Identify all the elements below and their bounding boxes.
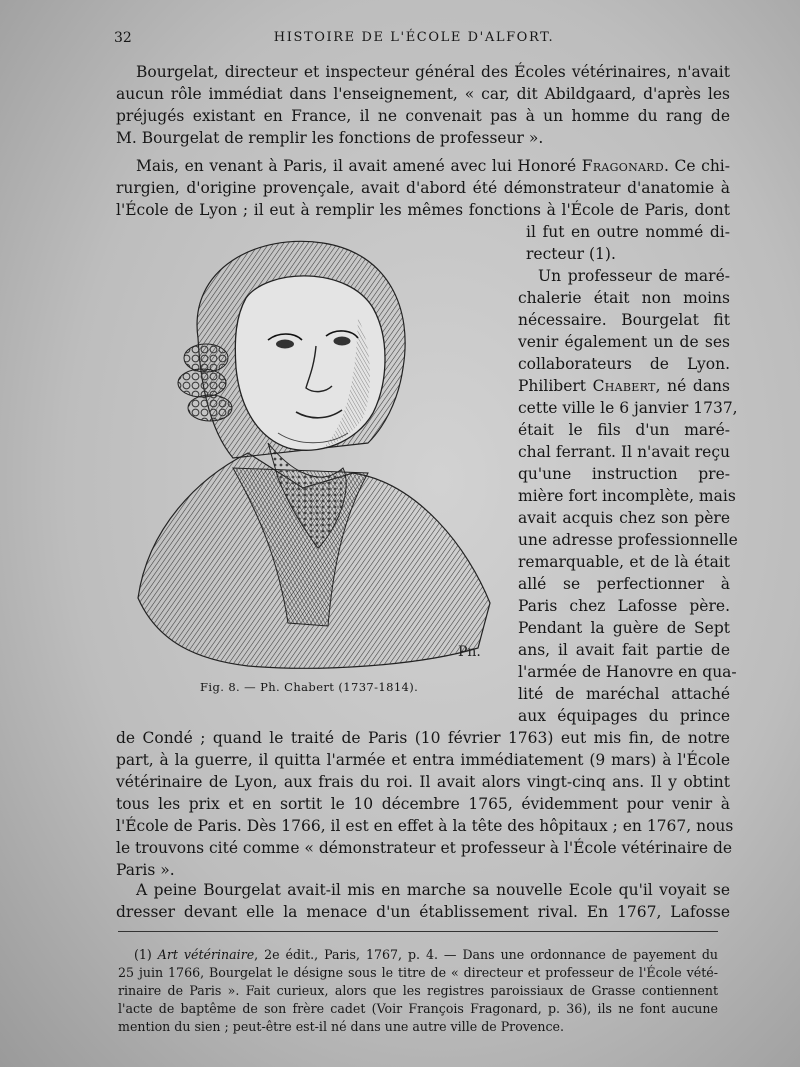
book-title: Art vétérinaire [157, 947, 255, 962]
text-line: allé se perfectionner à [518, 575, 730, 593]
portrait-engraving [128, 228, 498, 676]
text-line: était le fils d'un maré- [518, 421, 730, 439]
text-line: avait acquis chez son père [518, 509, 730, 527]
text-line: ans, il avait fait partie de [518, 641, 730, 659]
text-line: une adresse professionnelle [518, 531, 738, 549]
page-number: 32 [114, 30, 132, 46]
text-line: mière fort incomplète, mais [518, 487, 736, 505]
text-line: il fut en outre nommé di- [526, 223, 730, 241]
footnote-line: l'acte de baptême de son frère cadet (Voir François Fragonard, p. 36), ils ne font aucune [118, 1001, 718, 1016]
text-line: A peine Bourgelat avait-il mis en marche sa nouvelle Ecole qu'il voyait se [136, 881, 730, 899]
text-line [518, 376, 730, 398]
text-line: préjugés existant en France, il ne convenait pas à un homme du rang de [116, 107, 730, 125]
text-line: cette ville le 6 janvier 1737, [518, 399, 738, 417]
page-header [114, 30, 714, 52]
footnote-line: rinaire de Paris ». Fait curieux, alors que les registres paroissiaux de Grasse contiennent [118, 983, 718, 998]
text-line: Pendant la guère de Sept [518, 619, 730, 637]
text-line: recteur (1). [526, 245, 616, 263]
text-line: l'armée de Hanovre en qua- [518, 663, 737, 681]
footnote-separator [118, 931, 718, 932]
text-line: chal ferrant. Il n'avait reçu [518, 443, 730, 461]
text-run: , 2e édit., Paris, 1767, p. 4. — Dans une ordonnance de payement du [254, 947, 719, 962]
text-line: l'École de Paris. Dès 1766, il est en effet à la tête des hôpitaux ; en 1767, nous [116, 817, 734, 835]
footnote-line [134, 946, 718, 964]
text-line: aux équipages du prince [518, 707, 730, 725]
text-run: Mais, en venant à Paris, il avait amené avec lui Honoré [136, 157, 582, 175]
text-line: l'École de Lyon ; il eut à remplir les mêmes fonctions à l'École de Paris, dont [116, 201, 730, 219]
engraver-mark: Pn. [458, 644, 481, 660]
footnote-line: mention du sien ; peut-être est-il né dans une autre ville de Provence. [118, 1019, 564, 1034]
text-line: Paris chez Lafosse père. [518, 597, 730, 615]
text-run: , né dans [655, 377, 730, 395]
text-line: vétérinaire de Lyon, aux frais du roi. Il avait alors vingt-cinq ans. Il y obtint [116, 773, 730, 791]
running-title: HISTOIRE DE L'ÉCOLE D'ALFORT. [273, 30, 555, 45]
text-line: remarquable, et de là était [518, 553, 730, 571]
text-line: M. Bourgelat de remplir les fonctions de professeur ». [116, 129, 544, 147]
text-line [136, 156, 730, 178]
text-line: dresser devant elle la menace d'un établissement rival. En 1767, Lafosse [116, 903, 730, 921]
text-line: lité de maréchal attaché [518, 685, 730, 703]
text-line: chalerie était non moins [518, 289, 730, 307]
text-line: de Condé ; quand le traité de Paris (10 février 1763) eut mis fin, de notre [116, 729, 730, 747]
person-name: Fragonard [581, 157, 664, 175]
text-line: rurgien, d'origine provençale, avait d'abord été démonstrateur d'anatomie à [116, 179, 730, 197]
text-line: Un professeur de maré- [538, 267, 730, 285]
text-line: nécessaire. Bourgelat fit [518, 311, 730, 329]
text-line: le trouvons cité comme « démonstrateur et professeur à l'École vétérinaire de [116, 839, 733, 857]
text-line: Paris ». [116, 861, 175, 879]
person-name: Chabert [592, 377, 656, 395]
footnote-line: 25 juin 1766, Bourgelat le désigne sous le titre de « directeur et professeur de l'École vété- [118, 965, 718, 980]
text-line: aucun rôle immédiat dans l'enseignement, « car, dit Abildgaard, d'après les [116, 85, 730, 103]
text-line: venir également un de ses [518, 333, 730, 351]
text-line: part, à la guerre, il quitta l'armée et entra immédiatement (9 mars) à l'École [116, 751, 730, 769]
text-line: tous les prix et en sortit le 10 décembre 1765, évidemment pour venir à [116, 795, 730, 813]
footnote-marker: (1) [134, 947, 158, 962]
text-run: Philibert [518, 377, 593, 395]
figure-caption: Fig. 8. — Ph. Chabert (1737-1814). [200, 680, 419, 694]
text-line: qu'une instruction pre- [518, 465, 730, 483]
text-line: Bourgelat, directeur et inspecteur général des Écoles vétérinaires, n'avait [136, 63, 730, 81]
text-run: . Ce chi- [663, 157, 730, 175]
text-line: collaborateurs de Lyon. [518, 355, 730, 373]
